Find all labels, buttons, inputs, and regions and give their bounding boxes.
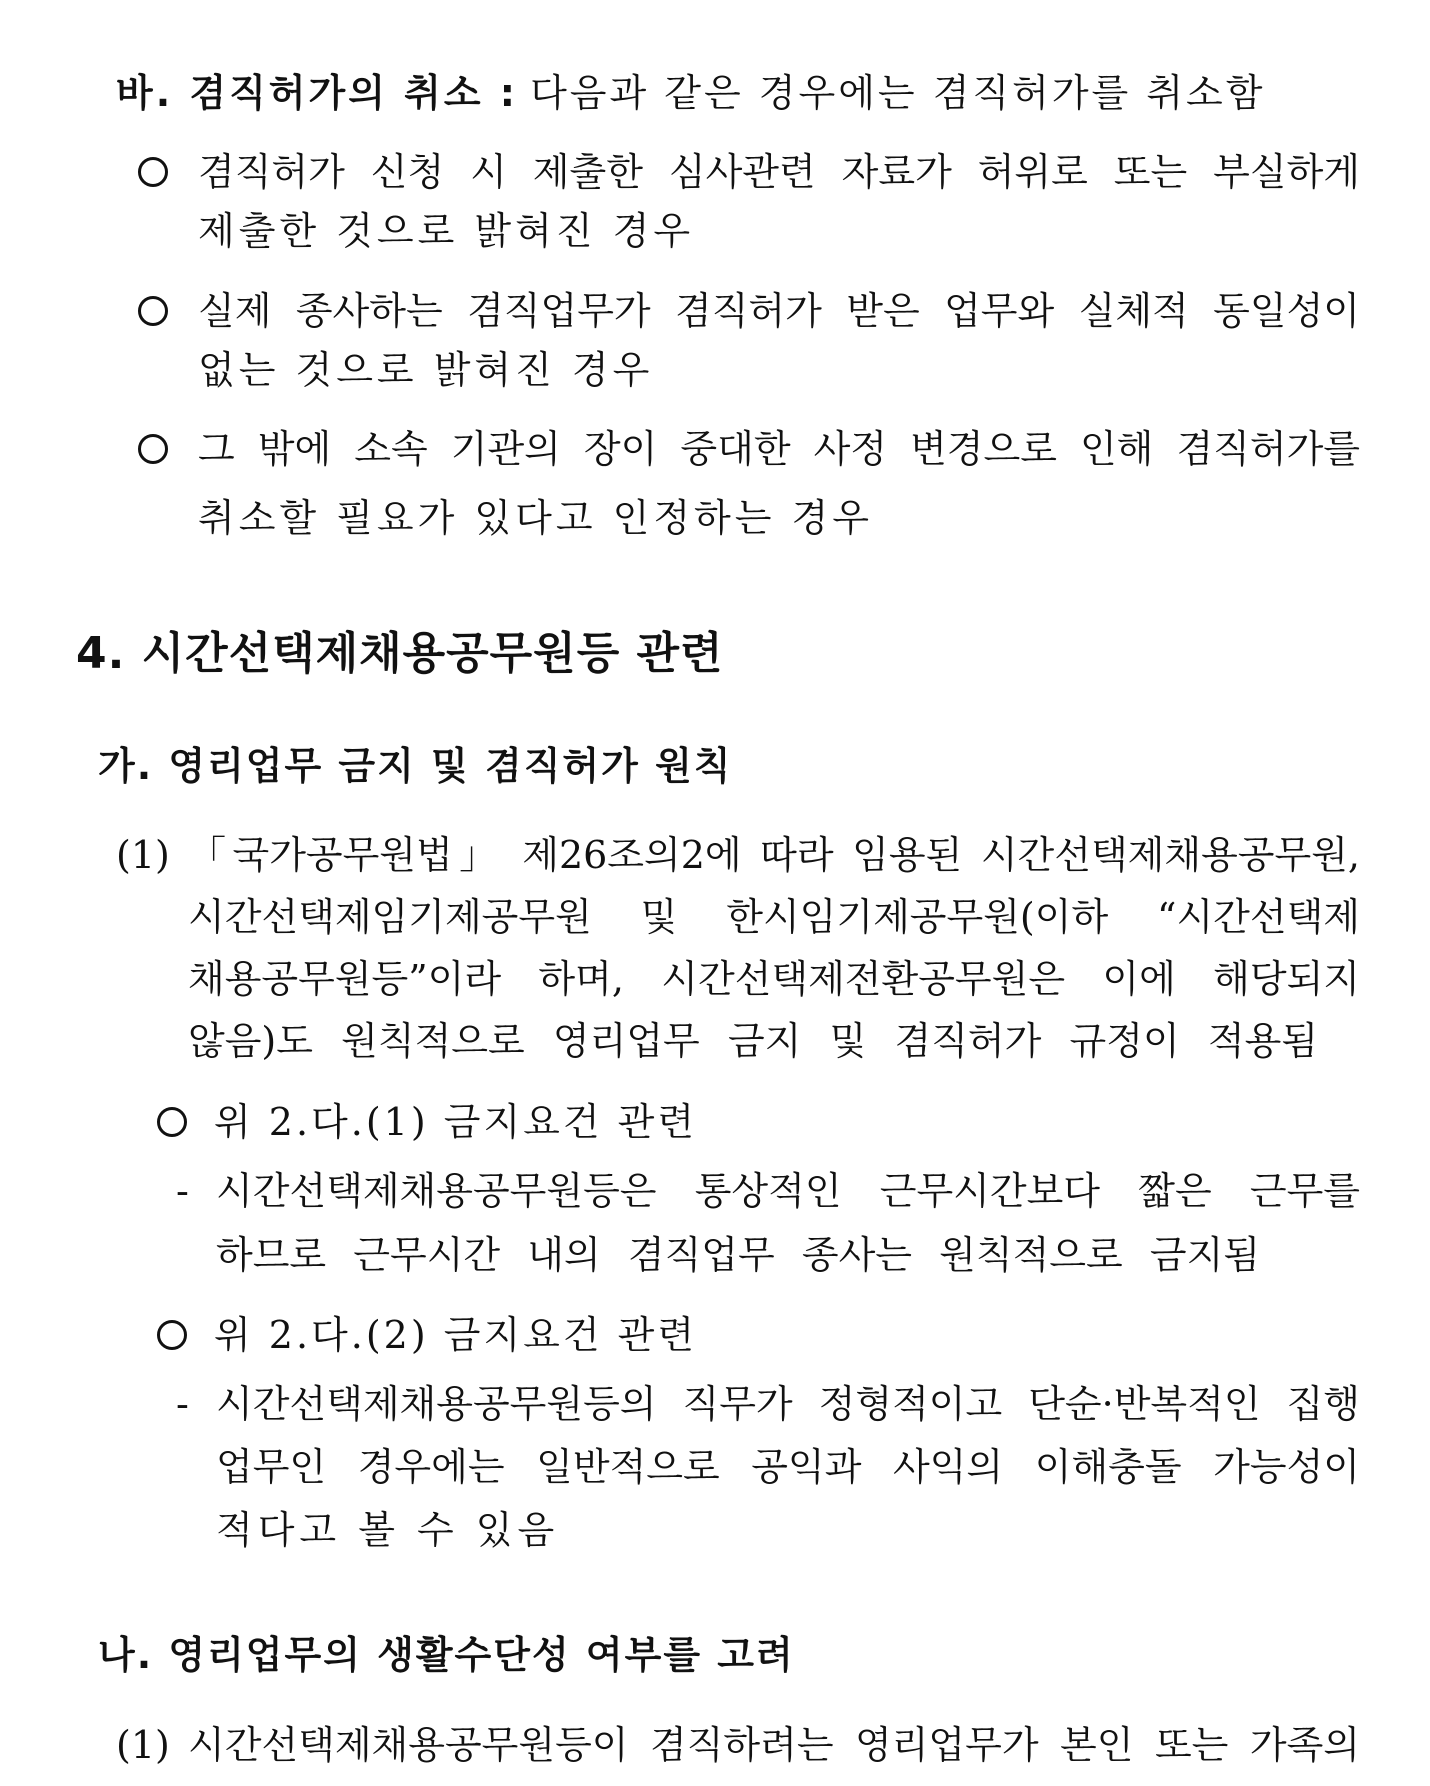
ga-c2-title: 위 2.다.(2) 금지요건 관련 [214, 1313, 698, 1357]
ga-c2-dash-line-2: 업무인 경우에는 일반적으로 공익과 사익의 이해충돌 가능성이 [216, 1445, 1360, 1489]
ga-c1-title: 위 2.다.(1) 금지요건 관련 [214, 1100, 698, 1144]
ba-item-2-line-2: 없는 것으로 밝혀진 경우 [198, 348, 654, 392]
section-4-heading: 4. 시간선택제채용공무원등 관련 [76, 628, 724, 679]
ga-p1-line-1: 「국가공무원법」 제26조의2에 따라 임용된 시간선택제채용공무원, [188, 833, 1360, 877]
dash-marker: - [176, 1382, 189, 1426]
ga-c1-dash-line-1: 시간선택제채용공무원등은 통상적인 근무시간보다 짧은 근무를 [216, 1169, 1360, 1213]
ba-item-2-line-1: 실제 종사하는 겸직업무가 겸직허가 받은 업무와 실체적 동일성이 [198, 289, 1360, 333]
ba-item-1-line-1: 겸직허가 신청 시 제출한 심사관련 자료가 허위로 또는 부실하게 [198, 150, 1360, 194]
circle-bullet-icon [138, 157, 168, 187]
circle-bullet-icon [157, 1107, 187, 1137]
section-ba-heading [116, 71, 1266, 115]
circle-bullet-icon [138, 434, 168, 464]
circle-bullet-icon [138, 296, 168, 326]
na-p1-line-1: 시간선택제채용공무원등이 겸직하려는 영리업무가 본인 또는 가족의 [188, 1723, 1360, 1767]
ga-c2-dash-line-1: 시간선택제채용공무원등의 직무가 정형적이고 단순·반복적인 집행 [216, 1382, 1360, 1426]
section-ga-title: 가. 영리업무 금지 및 겸직허가 원칙 [98, 744, 733, 788]
ga-p1-line-3: 채용공무원등”이라 하며, 시간선택제전환공무원은 이에 해당되지 [188, 957, 1360, 1001]
dash-marker: - [176, 1169, 189, 1213]
ga-p1-line-2: 시간선택제임기제공무원 및 한시임기제공무원(이하 “시간선택제 [188, 895, 1360, 939]
circle-bullet-icon [157, 1320, 187, 1350]
ba-item-3-line-1: 그 밖에 소속 기관의 장이 중대한 사정 변경으로 인해 겸직허가를 [198, 427, 1360, 471]
ga-p1-number: (1) [116, 833, 170, 877]
section-ba-label: 바. 겸직허가의 취소 : [116, 71, 518, 115]
ga-p1-line-4: 않음)도 원칙적으로 영리업무 금지 및 겸직허가 규정이 적용됨 [188, 1019, 1318, 1063]
ga-c1-dash-line-2: 하므로 근무시간 내의 겸직업무 종사는 원칙적으로 금지됨 [216, 1233, 1260, 1277]
na-p1-number: (1) [116, 1723, 170, 1767]
section-ba-text: 다음과 같은 경우에는 겸직허가를 취소함 [530, 71, 1266, 115]
ga-c2-dash-line-3: 적다고 볼 수 있음 [216, 1508, 560, 1552]
ba-item-3-line-2: 취소할 필요가 있다고 인정하는 경우 [198, 496, 873, 540]
section-na-title: 나. 영리업무의 생활수단성 여부를 고려 [98, 1633, 795, 1677]
ba-item-1-line-2: 제출한 것으로 밝혀진 경우 [198, 209, 695, 253]
